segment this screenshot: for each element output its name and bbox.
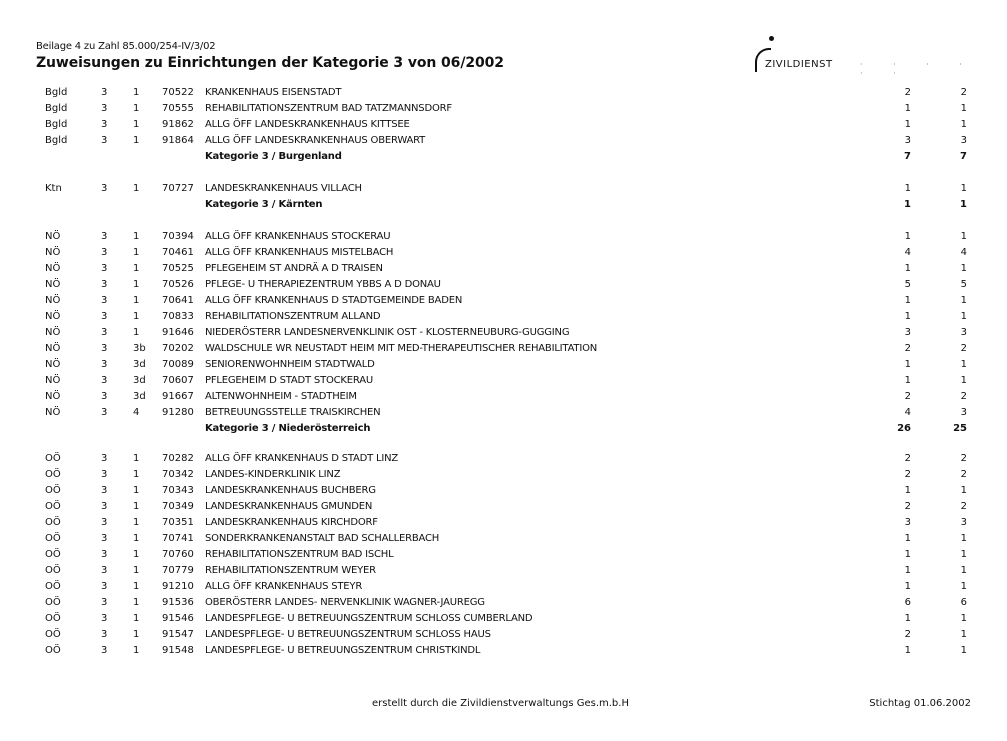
table-row [0, 229, 1007, 245]
cell-unterkategorie: 1 [133, 629, 140, 640]
table-row [0, 341, 1007, 357]
cell-bundesland: NÖ [45, 279, 61, 290]
cell-einrichtung-name: SENIORENWOHNHEIM STADTWALD [205, 359, 375, 370]
cell-anzahl-1: 1 [904, 549, 911, 560]
cell-kategorie: 3 [101, 231, 108, 242]
cell-einrichtung-nr: 70741 [162, 533, 194, 544]
cell-anzahl-2: 1 [960, 295, 967, 306]
table-row [0, 245, 1007, 261]
table-row [0, 293, 1007, 309]
cell-einrichtung-name: ALLG ÖFF KRANKENHAUS MISTELBACH [205, 247, 394, 258]
cell-einrichtung-nr: 91210 [162, 581, 194, 592]
table-row [0, 405, 1007, 421]
cell-einrichtung-name: ALLG ÖFF LANDESKRANKENHAUS KITTSEE [205, 119, 410, 130]
cell-einrichtung-name: LANDES-KINDERKLINIK LINZ [205, 469, 341, 480]
cell-anzahl-2: 3 [960, 327, 967, 338]
cell-bundesland: NÖ [45, 359, 61, 370]
cell-kategorie: 3 [101, 183, 108, 194]
table-row [0, 627, 1007, 643]
cell-kategorie: 3 [101, 549, 108, 560]
cell-anzahl-1: 1 [904, 581, 911, 592]
cell-anzahl-2: 1 [960, 263, 967, 274]
cell-unterkategorie: 1 [133, 597, 140, 608]
cell-einrichtung-name: ALLG ÖFF KRANKENHAUS STOCKERAU [205, 231, 391, 242]
cell-anzahl-1: 1 [904, 645, 911, 656]
cell-unterkategorie: 1 [133, 263, 140, 274]
cell-unterkategorie: 3d [133, 391, 146, 402]
cell-anzahl-1: 4 [904, 407, 911, 418]
cell-anzahl-2: 2 [960, 343, 967, 354]
cell-anzahl-2: 1 [960, 565, 967, 576]
cell-einrichtung-nr: 70282 [162, 453, 194, 464]
cell-einrichtung-name: ALLG ÖFF LANDESKRANKENHAUS OBERWART [205, 135, 426, 146]
cell-unterkategorie: 1 [133, 311, 140, 322]
cell-kategorie: 3 [101, 119, 108, 130]
cell-einrichtung-nr: 70760 [162, 549, 194, 560]
cell-einrichtung-nr: 70351 [162, 517, 194, 528]
cell-bundesland: NÖ [45, 231, 61, 242]
cell-bundesland: NÖ [45, 311, 61, 322]
cell-anzahl-1: 2 [904, 87, 911, 98]
cell-einrichtung-nr: 91548 [162, 645, 194, 656]
cell-anzahl-1: 1 [904, 375, 911, 386]
cell-einrichtung-name: REHABILITATIONSZENTRUM WEYER [205, 565, 376, 576]
cell-einrichtung-nr: 91667 [162, 391, 194, 402]
cell-kategorie: 3 [101, 581, 108, 592]
subtotal-label: Kategorie 3 / Kärnten [205, 199, 323, 210]
cell-kategorie: 3 [101, 613, 108, 624]
cell-einrichtung-name: LANDESKRANKENHAUS VILLACH [205, 183, 362, 194]
cell-einrichtung-nr: 70833 [162, 311, 194, 322]
zivildienst-logo [755, 34, 995, 78]
cell-anzahl-1: 1 [904, 311, 911, 322]
table-row [0, 181, 1007, 197]
cell-unterkategorie: 1 [133, 501, 140, 512]
cell-bundesland: Bgld [45, 135, 68, 146]
cell-kategorie: 3 [101, 501, 108, 512]
cell-anzahl-1: 3 [904, 135, 911, 146]
cell-bundesland: NÖ [45, 327, 61, 338]
cell-unterkategorie: 1 [133, 87, 140, 98]
cell-anzahl-1: 1 [904, 295, 911, 306]
cell-unterkategorie: 1 [133, 549, 140, 560]
cell-einrichtung-name: REHABILITATIONSZENTRUM BAD ISCHL [205, 549, 394, 560]
cell-unterkategorie: 1 [133, 453, 140, 464]
cell-unterkategorie: 1 [133, 279, 140, 290]
cell-einrichtung-name: PFLEGEHEIM ST ANDRÄ A D TRAISEN [205, 263, 383, 274]
cell-einrichtung-nr: 70641 [162, 295, 194, 306]
cell-einrichtung-nr: 91536 [162, 597, 194, 608]
cell-unterkategorie: 1 [133, 231, 140, 242]
subtotal-anzahl-1: 1 [904, 199, 911, 210]
cell-bundesland: Bgld [45, 87, 68, 98]
logo-text: ZIVILDIENST [765, 59, 833, 70]
cell-bundesland: NÖ [45, 263, 61, 274]
cell-unterkategorie: 1 [133, 103, 140, 114]
cell-unterkategorie: 1 [133, 247, 140, 258]
cell-unterkategorie: 1 [133, 517, 140, 528]
cell-anzahl-1: 1 [904, 613, 911, 624]
cell-unterkategorie: 4 [133, 407, 140, 418]
cell-einrichtung-name: PFLEGEHEIM D STADT STOCKERAU [205, 375, 374, 386]
subtotal-row [0, 421, 1007, 437]
cell-bundesland: Bgld [45, 119, 68, 130]
cell-einrichtung-name: WALDSCHULE WR NEUSTADT HEIM MIT MED-THERAPEUTISCHER REHABILITATION [205, 343, 598, 354]
table-row [0, 451, 1007, 467]
cell-kategorie: 3 [101, 565, 108, 576]
table-row [0, 483, 1007, 499]
cell-einrichtung-nr: 91864 [162, 135, 194, 146]
cell-unterkategorie: 3b [133, 343, 146, 354]
cell-bundesland: NÖ [45, 247, 61, 258]
cell-bundesland: NÖ [45, 391, 61, 402]
cell-einrichtung-nr: 70555 [162, 103, 194, 114]
cell-anzahl-2: 1 [960, 629, 967, 640]
cell-kategorie: 3 [101, 103, 108, 114]
cell-anzahl-1: 1 [904, 485, 911, 496]
cell-bundesland: NÖ [45, 407, 61, 418]
cell-kategorie: 3 [101, 135, 108, 146]
cell-kategorie: 3 [101, 391, 108, 402]
cell-anzahl-1: 1 [904, 103, 911, 114]
cell-unterkategorie: 1 [133, 327, 140, 338]
table-row [0, 515, 1007, 531]
cell-einrichtung-nr: 91280 [162, 407, 194, 418]
subtotal-row [0, 149, 1007, 165]
cell-einrichtung-nr: 91546 [162, 613, 194, 624]
table-row [0, 611, 1007, 627]
cell-anzahl-2: 5 [960, 279, 967, 290]
cell-bundesland: OÖ [45, 629, 61, 640]
table-row [0, 547, 1007, 563]
cell-anzahl-2: 1 [960, 549, 967, 560]
cell-bundesland: OÖ [45, 613, 61, 624]
cell-anzahl-2: 2 [960, 501, 967, 512]
cell-anzahl-2: 1 [960, 359, 967, 370]
cell-anzahl-2: 1 [960, 183, 967, 194]
cell-bundesland: OÖ [45, 469, 61, 480]
cell-anzahl-1: 3 [904, 327, 911, 338]
table-row [0, 309, 1007, 325]
cell-einrichtung-name: PFLEGE- U THERAPIEZENTRUM YBBS A D DONAU [205, 279, 441, 290]
cell-anzahl-2: 1 [960, 375, 967, 386]
cell-bundesland: OÖ [45, 645, 61, 656]
cell-bundesland: OÖ [45, 517, 61, 528]
cell-anzahl-2: 1 [960, 485, 967, 496]
cell-anzahl-1: 1 [904, 231, 911, 242]
cell-einrichtung-nr: 70342 [162, 469, 194, 480]
cell-einrichtung-name: LANDESKRANKENHAUS BUCHBERG [205, 485, 376, 496]
cell-anzahl-2: 1 [960, 581, 967, 592]
cell-unterkategorie: 1 [133, 295, 140, 306]
cell-kategorie: 3 [101, 597, 108, 608]
cell-kategorie: 3 [101, 485, 108, 496]
cell-unterkategorie: 3d [133, 375, 146, 386]
cell-anzahl-2: 1 [960, 119, 967, 130]
cell-einrichtung-name: ALTENWOHNHEIM - STADTHEIM [205, 391, 357, 402]
cell-anzahl-2: 3 [960, 517, 967, 528]
cell-unterkategorie: 3d [133, 359, 146, 370]
cell-unterkategorie: 1 [133, 533, 140, 544]
cell-einrichtung-name: LANDESKRANKENHAUS GMUNDEN [205, 501, 373, 512]
subtotal-anzahl-2: 1 [960, 199, 967, 210]
cell-einrichtung-name: REHABILITATIONSZENTRUM BAD TATZMANNSDORF [205, 103, 452, 114]
cell-kategorie: 3 [101, 645, 108, 656]
cell-einrichtung-nr: 70349 [162, 501, 194, 512]
cell-anzahl-2: 3 [960, 407, 967, 418]
cell-bundesland: OÖ [45, 485, 61, 496]
table-row [0, 643, 1007, 659]
cell-kategorie: 3 [101, 263, 108, 274]
cell-einrichtung-name: BETREUUNGSSTELLE TRAISKIRCHEN [205, 407, 381, 418]
cell-kategorie: 3 [101, 87, 108, 98]
table-row [0, 85, 1007, 101]
cell-einrichtung-name: LANDESPFLEGE- U BETREUUNGSZENTRUM SCHLOSS CUMBERLAND [205, 613, 533, 624]
logo-dot-icon [769, 36, 774, 41]
table-row [0, 595, 1007, 611]
cell-einrichtung-nr: 91646 [162, 327, 194, 338]
cell-einrichtung-name: ALLG ÖFF KRANKENHAUS D STADT LINZ [205, 453, 399, 464]
cell-anzahl-2: 2 [960, 391, 967, 402]
cell-unterkategorie: 1 [133, 485, 140, 496]
table-row [0, 133, 1007, 149]
table-row [0, 117, 1007, 133]
cell-anzahl-1: 4 [904, 247, 911, 258]
cell-unterkategorie: 1 [133, 183, 140, 194]
subtotal-label: Kategorie 3 / Niederösterreich [205, 423, 371, 434]
cell-kategorie: 3 [101, 279, 108, 290]
cell-anzahl-1: 2 [904, 453, 911, 464]
cell-anzahl-1: 1 [904, 263, 911, 274]
logo-dots-decoration: · · · · · · [860, 60, 976, 78]
cell-anzahl-1: 1 [904, 119, 911, 130]
cell-kategorie: 3 [101, 359, 108, 370]
subtotal-row [0, 197, 1007, 213]
cell-einrichtung-name: NIEDERÖSTERR LANDESNERVENKLINIK OST - KLOSTERNEUBURG-GUGGING [205, 327, 570, 338]
cell-bundesland: OÖ [45, 565, 61, 576]
table-row [0, 467, 1007, 483]
cell-bundesland: NÖ [45, 375, 61, 386]
cell-einrichtung-nr: 70089 [162, 359, 194, 370]
cell-anzahl-1: 6 [904, 597, 911, 608]
document-reference: Beilage 4 zu Zahl 85.000/254-IV/3/02 [36, 41, 216, 52]
cell-einrichtung-name: LANDESPFLEGE- U BETREUUNGSZENTRUM SCHLOSS HAUS [205, 629, 491, 640]
cell-anzahl-2: 1 [960, 533, 967, 544]
table-row [0, 101, 1007, 117]
cell-anzahl-2: 1 [960, 311, 967, 322]
cell-unterkategorie: 1 [133, 135, 140, 146]
subtotal-anzahl-1: 26 [897, 423, 911, 434]
footer-created-by: erstellt durch die Zivildienstverwaltungs Ges.m.b.H [372, 698, 629, 709]
cell-anzahl-1: 2 [904, 469, 911, 480]
cell-einrichtung-name: ALLG ÖFF KRANKENHAUS D STADTGEMEINDE BADEN [205, 295, 463, 306]
cell-unterkategorie: 1 [133, 613, 140, 624]
cell-kategorie: 3 [101, 247, 108, 258]
table-row [0, 261, 1007, 277]
cell-anzahl-2: 1 [960, 613, 967, 624]
cell-unterkategorie: 1 [133, 469, 140, 480]
cell-einrichtung-nr: 70526 [162, 279, 194, 290]
cell-unterkategorie: 1 [133, 565, 140, 576]
cell-kategorie: 3 [101, 407, 108, 418]
cell-anzahl-1: 1 [904, 533, 911, 544]
cell-einrichtung-name: LANDESKRANKENHAUS KIRCHDORF [205, 517, 378, 528]
page-title: Zuweisungen zu Einrichtungen der Kategorie 3 von 06/2002 [36, 55, 504, 71]
cell-bundesland: OÖ [45, 533, 61, 544]
cell-einrichtung-name: ALLG ÖFF KRANKENHAUS STEYR [205, 581, 363, 592]
cell-kategorie: 3 [101, 375, 108, 386]
cell-unterkategorie: 1 [133, 581, 140, 592]
cell-bundesland: OÖ [45, 581, 61, 592]
cell-anzahl-1: 2 [904, 391, 911, 402]
table-row [0, 579, 1007, 595]
cell-kategorie: 3 [101, 295, 108, 306]
cell-einrichtung-name: OBERÖSTERR LANDES- NERVENKLINIK WAGNER-JAUREGG [205, 597, 485, 608]
cell-bundesland: NÖ [45, 343, 61, 354]
cell-anzahl-2: 2 [960, 469, 967, 480]
cell-einrichtung-name: KRANKENHAUS EISENSTADT [205, 87, 342, 98]
cell-einrichtung-nr: 70727 [162, 183, 194, 194]
cell-anzahl-1: 1 [904, 183, 911, 194]
cell-einrichtung-nr: 70522 [162, 87, 194, 98]
cell-unterkategorie: 1 [133, 119, 140, 130]
cell-kategorie: 3 [101, 327, 108, 338]
cell-anzahl-2: 4 [960, 247, 967, 258]
subtotal-anzahl-2: 7 [960, 151, 967, 162]
table-row [0, 499, 1007, 515]
cell-anzahl-1: 2 [904, 343, 911, 354]
cell-einrichtung-nr: 70202 [162, 343, 194, 354]
cell-einrichtung-name: LANDESPFLEGE- U BETREUUNGSZENTRUM CHRISTKINDL [205, 645, 481, 656]
cell-bundesland: OÖ [45, 453, 61, 464]
subtotal-label: Kategorie 3 / Burgenland [205, 151, 342, 162]
cell-anzahl-1: 3 [904, 517, 911, 528]
table-row [0, 325, 1007, 341]
cell-anzahl-2: 3 [960, 135, 967, 146]
cell-anzahl-1: 1 [904, 565, 911, 576]
cell-bundesland: OÖ [45, 549, 61, 560]
subtotal-anzahl-1: 7 [904, 151, 911, 162]
cell-anzahl-1: 1 [904, 359, 911, 370]
table-row [0, 389, 1007, 405]
cell-einrichtung-nr: 70607 [162, 375, 194, 386]
subtotal-anzahl-2: 25 [953, 423, 967, 434]
cell-bundesland: Ktn [45, 183, 62, 194]
cell-anzahl-2: 2 [960, 453, 967, 464]
table-row [0, 373, 1007, 389]
cell-einrichtung-nr: 70461 [162, 247, 194, 258]
cell-einrichtung-nr: 70394 [162, 231, 194, 242]
cell-kategorie: 3 [101, 517, 108, 528]
table-row [0, 277, 1007, 293]
cell-einrichtung-name: SONDERKRANKENANSTALT BAD SCHALLERBACH [205, 533, 440, 544]
cell-bundesland: OÖ [45, 597, 61, 608]
cell-anzahl-2: 2 [960, 87, 967, 98]
cell-einrichtung-nr: 91547 [162, 629, 194, 640]
cell-kategorie: 3 [101, 469, 108, 480]
cell-unterkategorie: 1 [133, 645, 140, 656]
cell-einrichtung-nr: 70525 [162, 263, 194, 274]
cell-einrichtung-nr: 91862 [162, 119, 194, 130]
cell-kategorie: 3 [101, 311, 108, 322]
cell-einrichtung-nr: 70779 [162, 565, 194, 576]
cell-einrichtung-name: REHABILITATIONSZENTRUM ALLAND [205, 311, 381, 322]
table-row [0, 531, 1007, 547]
cell-bundesland: Bgld [45, 103, 68, 114]
table-row [0, 357, 1007, 373]
cell-anzahl-1: 2 [904, 501, 911, 512]
cell-anzahl-2: 1 [960, 103, 967, 114]
cell-kategorie: 3 [101, 533, 108, 544]
cell-kategorie: 3 [101, 343, 108, 354]
cell-bundesland: OÖ [45, 501, 61, 512]
cell-anzahl-1: 2 [904, 629, 911, 640]
cell-kategorie: 3 [101, 629, 108, 640]
cell-anzahl-2: 6 [960, 597, 967, 608]
cell-anzahl-2: 1 [960, 645, 967, 656]
cell-bundesland: NÖ [45, 295, 61, 306]
cell-einrichtung-nr: 70343 [162, 485, 194, 496]
table-row [0, 563, 1007, 579]
footer-stichtag: Stichtag 01.06.2002 [869, 698, 971, 709]
cell-anzahl-2: 1 [960, 231, 967, 242]
cell-kategorie: 3 [101, 453, 108, 464]
cell-anzahl-1: 5 [904, 279, 911, 290]
